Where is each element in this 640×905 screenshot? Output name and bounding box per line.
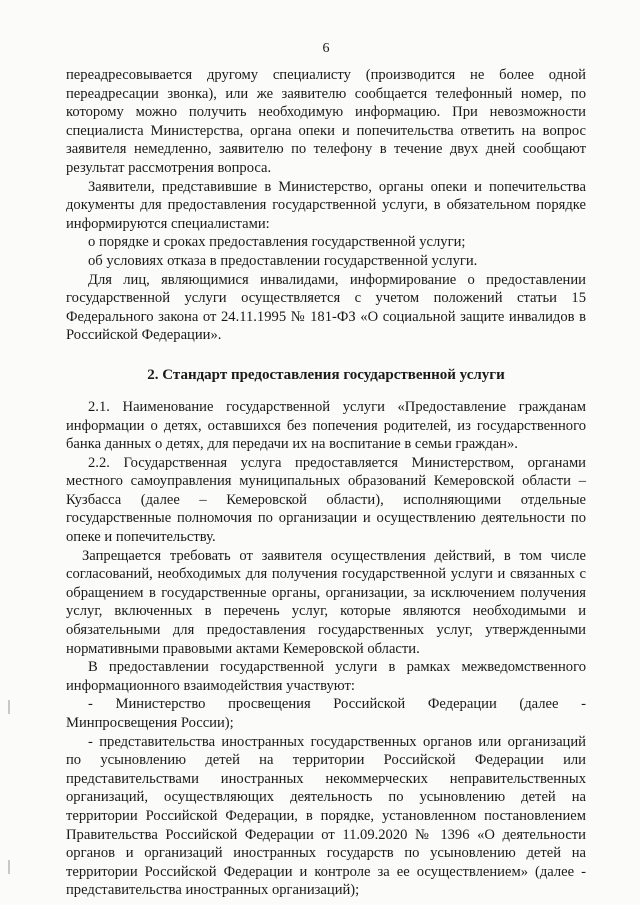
paragraph: 2.2. Государственная услуга предоставляется Министерством, органами местного самоуправления муниципальных образований Кемеровской области – Кузбасса (далее – Кемеровской области), исполняющими отдельные государственные полномочия по организации и осуществлению деятельности по опеке и попечительству. xyxy=(66,454,586,546)
paragraph: переадресовывается другому специалисту (производится не более одной переадресации звонка), или же заявителю сообщается телефонный номер, по которому можно получить необходимую информацию. При невозможности специалиста Министерства, органа опеки и попечительства ответить на вопрос заявителя немедленно, заявителю по телефону в течение двух дней сообщают результат рассмотрения вопроса. xyxy=(66,67,586,176)
section-heading: 2. Стандарт предоставления государственной услуги xyxy=(147,366,505,383)
paragraph: 2.1. Наименование государственной услуги «Предоставление гражданам информации о детях, оставшихся без попечения родителей, из государственного банка данных о детях, для передачи их на воспитание в семьи граждан». xyxy=(66,398,586,453)
paragraph: - представительства иностранных государственных органов или организаций по усыновлению детей на территории Российской Федерации или представительствами иностранных некоммерческих неправительственных организаций, осуществляющих деятельность по усыновлению детей на территории Российской Федерации, в порядке, установленном постановлением Правительства Российской Федерации от 11.09.2020 № 1396 «О деятельности органов и организаций иностранных государств по усыновлению детей на территории Российской Федерации и контроле за ее осуществлением» (далее - представительства иностранных организаций); xyxy=(66,733,586,899)
paragraph: об условиях отказа в предоставлении государственной услуги. xyxy=(88,252,478,269)
body-text-top xyxy=(66,66,586,345)
binder-mark xyxy=(8,860,10,874)
paragraph: о порядке и сроках предоставления государственной услуги; xyxy=(88,234,466,251)
page-number: 6 xyxy=(322,41,330,56)
binder-mark xyxy=(8,700,10,714)
paragraph: - Министерство просвещения Российской Федерации (далее - Минпросвещения России); xyxy=(66,696,586,731)
paragraph: Запрещается требовать от заявителя осуществления действий, в том числе согласований, необходимых для получения государственной услуги и связанных с обращением в государственные органы, организации, за исключением получения услуг, включенных в перечень услуг, которые являются необходимыми и обязательными для предоставления государственных услуг, утвержденными нормативными правовыми актами Кемеровской области. xyxy=(66,547,586,657)
body-text-bottom xyxy=(66,398,586,900)
paragraph: Заявители, представившие в Министерство, органы опеки и попечительства документы для предоставления государственной услуги, в обязательном порядке информируются специалистами: xyxy=(66,178,586,232)
paragraph: Для лиц, являющимися инвалидами, информирование о предоставлении государственной услуги осуществляется с учетом положений статьи 15 Федерального закона от 24.11.1995 № 181-ФЗ «О социальной защите инвалидов в Российской Федерации». xyxy=(66,271,586,344)
paragraph: В предоставлении государственной услуги в рамках межведомственного информационного взаимодействия участвуют: xyxy=(66,659,586,694)
